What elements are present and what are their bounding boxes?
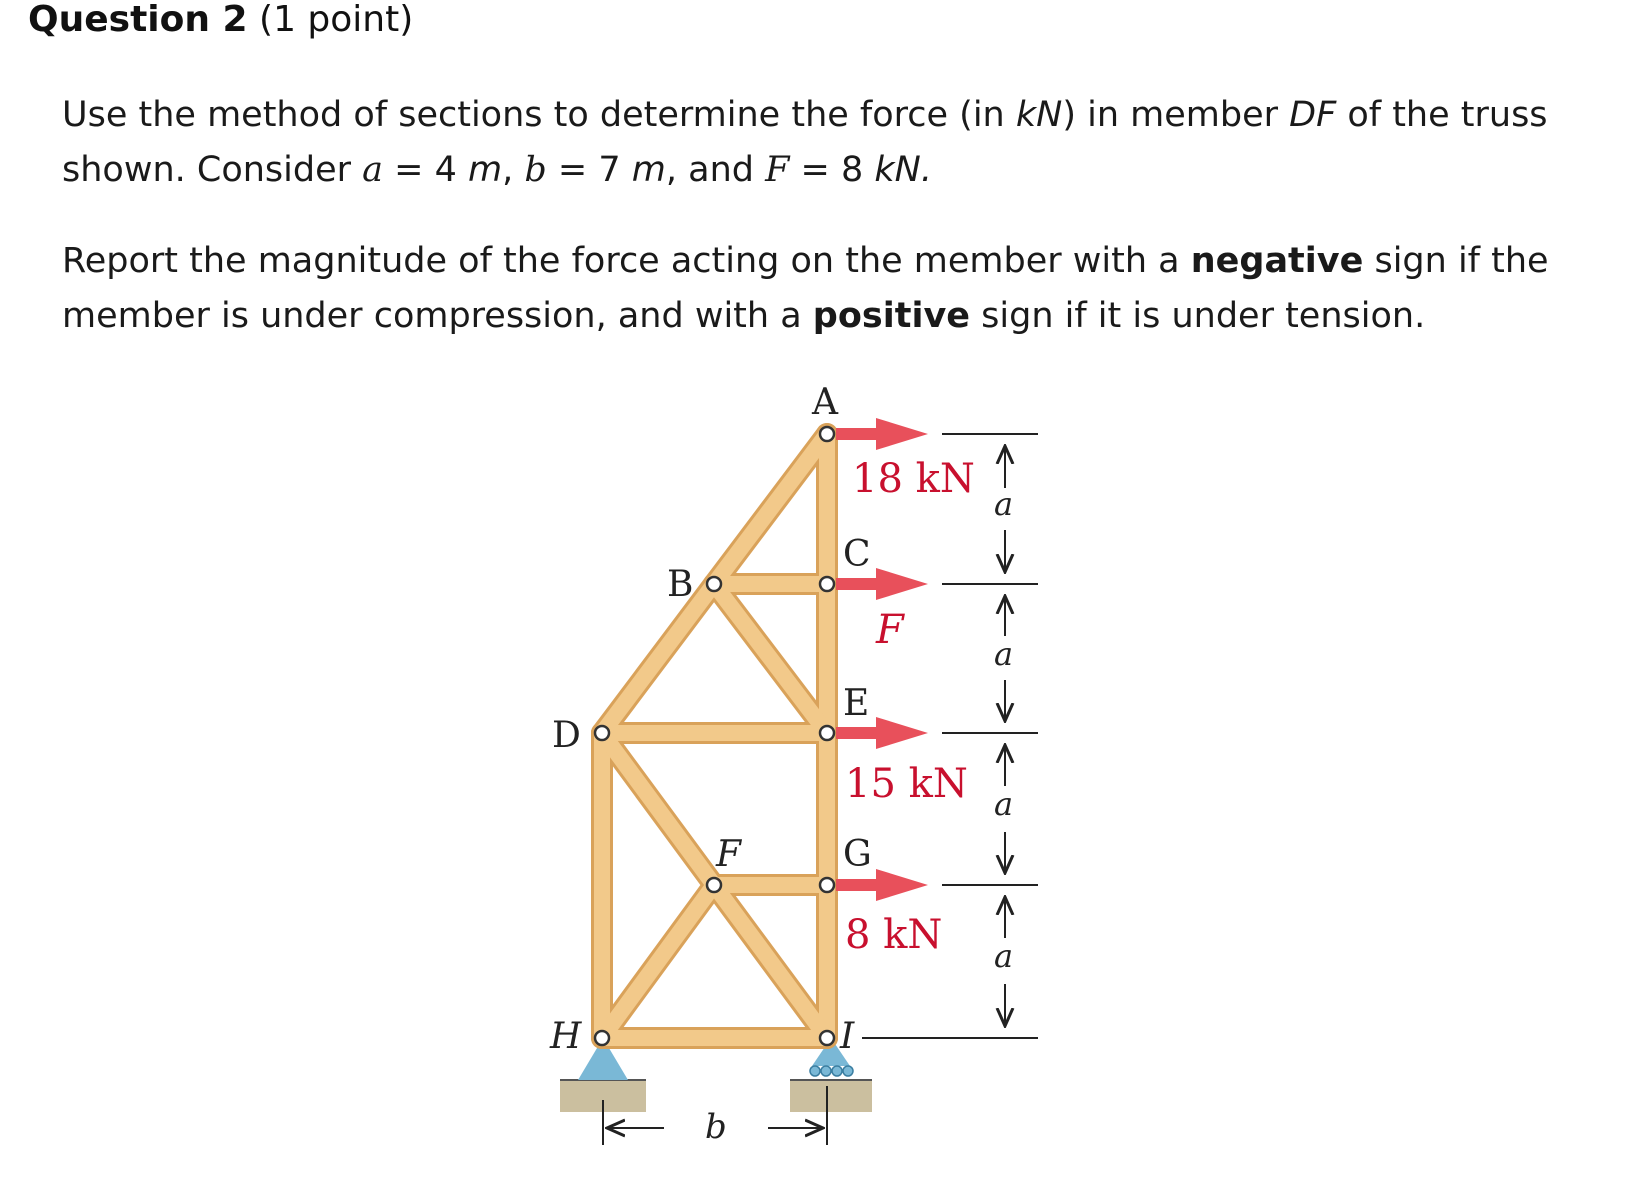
joint-E (820, 726, 834, 740)
label-C: C (843, 534, 871, 575)
statement-text: ) in member (1062, 95, 1290, 135)
positive-word: positive (812, 296, 971, 336)
question-number: Question 2 (28, 0, 248, 40)
dim-a-4: a (994, 937, 1014, 975)
ground-right (790, 1080, 872, 1112)
negative-word: negative (1190, 241, 1364, 281)
label-B: B (667, 564, 694, 605)
label-A: A (812, 382, 838, 423)
instruction-part: sign if it is under tension. (970, 296, 1426, 336)
truss-members (602, 434, 827, 1038)
unit-m: m (631, 150, 666, 190)
statement-text: shown. Consider (62, 150, 363, 190)
dim-a-2: a (994, 635, 1014, 673)
load-arrow-A (836, 418, 928, 450)
instruction-part: sign if the member is under compression, and with a (62, 241, 1549, 336)
dim-a-3: a (994, 785, 1014, 823)
label-F: F (716, 834, 741, 875)
joint-H (595, 1031, 609, 1045)
unit-kn: kN (1015, 95, 1063, 135)
joint-G (820, 878, 834, 892)
load-label-15kN: 15 kN (845, 761, 968, 807)
joint-A (820, 427, 834, 441)
label-I: I (840, 1016, 855, 1057)
unit-kn: kN. (874, 150, 932, 190)
F-value: 8 (841, 150, 875, 190)
question-points: (1 point) (259, 0, 414, 40)
member-name: DF (1289, 95, 1337, 135)
load-label-18kN: 18 kN (852, 456, 975, 502)
joint-I (820, 1031, 834, 1045)
dim-a-1: a (994, 485, 1014, 523)
unit-m: m (468, 150, 503, 190)
var-F: F (765, 150, 790, 190)
label-G: G (843, 834, 872, 875)
statement-text: Use the method of sections to determine the force (in (62, 95, 1016, 135)
statement-text: of the truss (1336, 95, 1548, 135)
equals: = (383, 150, 435, 190)
load-label-8kN: 8 kN (845, 912, 943, 958)
joint-B (707, 577, 721, 591)
dim-b: b (705, 1107, 727, 1147)
equals: = (789, 150, 841, 190)
a-value: 4 (434, 150, 469, 190)
load-label-F: F (876, 607, 904, 653)
joint-F (707, 878, 721, 892)
var-a: a (362, 150, 384, 190)
roller-wheels (810, 1066, 853, 1076)
statement-text: , and (665, 150, 766, 190)
dimension-lines (942, 434, 1038, 1026)
instruction-part: Report the magnitude of the force acting on the member with a (62, 241, 1191, 281)
var-b: b (524, 150, 547, 190)
joint-D (595, 726, 609, 740)
label-E: E (843, 683, 870, 724)
b-value: 7 (598, 150, 632, 190)
equals: = (546, 150, 599, 190)
separator: , (502, 150, 525, 190)
label-D: D (552, 715, 581, 756)
joint-C (820, 577, 834, 591)
label-H: H (550, 1016, 582, 1057)
